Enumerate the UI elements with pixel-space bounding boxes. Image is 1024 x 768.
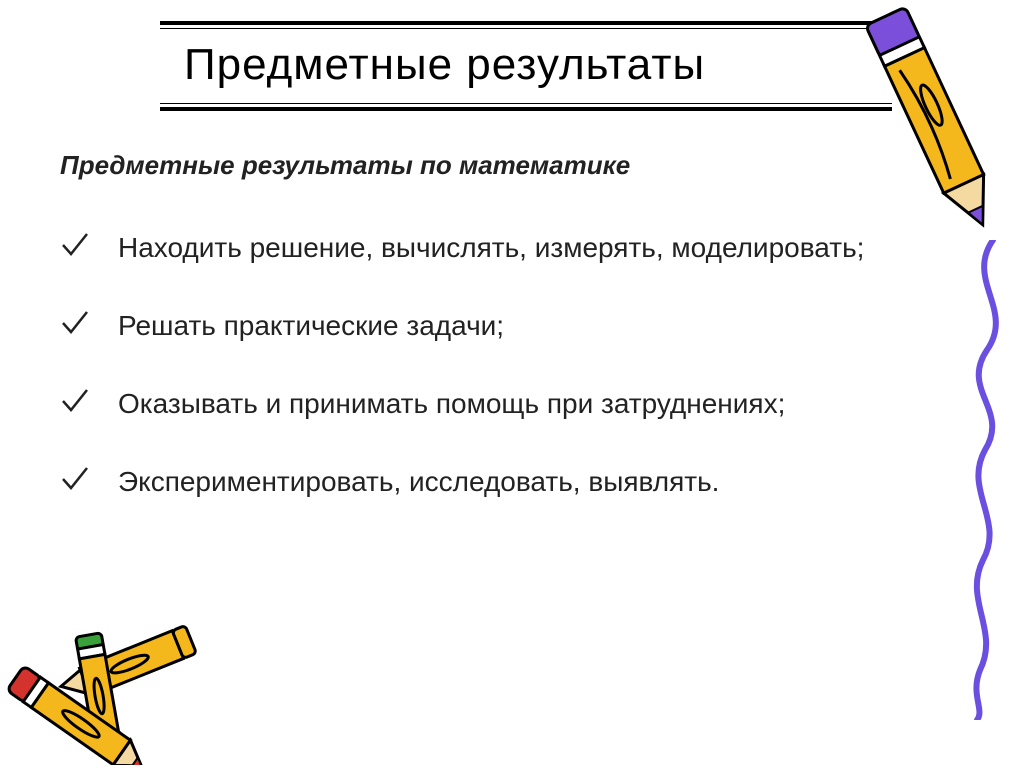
check-icon (60, 464, 90, 494)
bullet-item (60, 228, 940, 268)
check-icon (60, 230, 90, 260)
bullet-text: Находить решение, вычислять, измерять, моделировать; (118, 232, 865, 263)
crossed-pencils-icon (0, 615, 210, 765)
bullet-list (60, 228, 940, 502)
slide-subtitle: Предметные результаты по математике (60, 150, 631, 180)
title-rule-top (160, 21, 892, 25)
check-icon (60, 386, 90, 416)
slide-title: Предметные результаты (184, 40, 706, 89)
bullet-item (60, 306, 940, 346)
bullet-item (60, 462, 940, 502)
title-rule-bottom (160, 107, 892, 111)
pencil-icon (860, 0, 1010, 245)
squiggle-line (955, 240, 1024, 720)
title-rule-top-thin (160, 28, 892, 29)
bullet-text: Оказывать и принимать помощь при затруднениях; (118, 388, 786, 419)
bullet-text: Экспериментировать, исследовать, выявлять. (118, 466, 720, 497)
bullet-item (60, 384, 940, 424)
title-rule-bottom-thin (160, 103, 892, 104)
title-band (160, 18, 892, 112)
check-icon (60, 308, 90, 338)
bullet-text: Решать практические задачи; (118, 310, 505, 341)
